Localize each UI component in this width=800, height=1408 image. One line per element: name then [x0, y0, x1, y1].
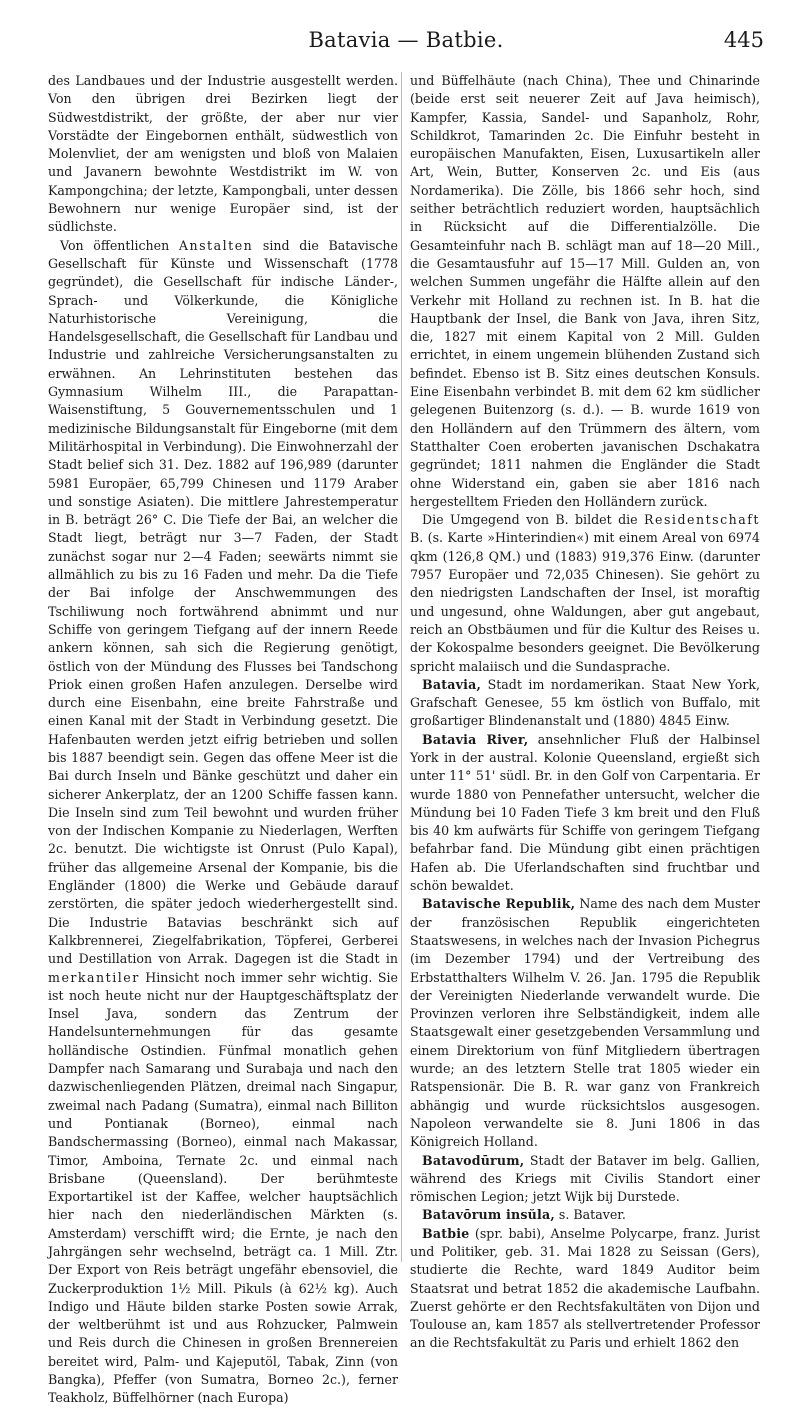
left-column: [48, 72, 399, 1406]
column-divider: [401, 72, 402, 1262]
headword: Batbie: [422, 1225, 470, 1241]
paragraph: des Landbaues und der Industrie ausgestellt werden. Von den übrigen drei Bezirken liegt der Südwestdistrikt, der größte, der aber nur vier Vorstädte der Eingebornen enthält, südwestlich von Molenvliet, der am wenigsten und bloß von Malaien und Javanern bewohnte Westdistrikt im W. von Kampongchina; der letzte, Kampongbali, unter dessen Bewohnern nur wenige Europäer sind, ist der südlichste.: [48, 73, 398, 235]
entry-batavorum-insula: Batavōrum insŭla, s. Bataver.: [422, 1207, 626, 1223]
entry-batavia-ny: Batavia, Stadt im nordamerikan. Staat New York, Grafschaft Genesee, 55 km östlich von Buffalo, mit großartiger Blindenanstalt und (1880) 4845 Einw.: [410, 676, 760, 729]
headword: Batavische Republik,: [422, 896, 576, 912]
right-column: [410, 72, 760, 1351]
entry-batbie: Batbie (spr. babi), Anselme Polycarpe, franz. Jurist und Politiker, geb. 31. Mai 1828 zu Seissan (Gers), studierte die Rechte, ward 1849 Auditor beim Staatsrat und betrat 1852 die akademische Laufbahn. Zuerst gehörte er den Rechtsfakultäten von Dijon und Toulouse an, kam 1857 als stellvertretender Professor an die Rechtsfakultät zu Paris und erhielt 1862 den: [410, 1225, 760, 1351]
entry-batavodurum: Batavodūrum, Stadt der Bataver im belg. Gallien, während des Kriegs mit Civilis Standort einer römischen Legion; jetzt Wijk bij Durstede.: [410, 1152, 760, 1205]
paragraph: Von öffentlichen Anstalten sind die Batavische Gesellschaft für Künste und Wissenschaft (1778 gegründet), die Gesellschaft für indische Länder-, Sprach- und Völkerkunde, die Königliche Naturhistorische Vereinigung, die Handelsgesellschaft, die Gesellschaft für Landbau und Industrie und zahlreiche Versicherungsanstalten zu erwähnen. An Lehrinstituten bestehen das Gymnasium Wilhelm III., die Parapattan-Waisenstiftung, 5 Gouvernementsschulen und 1 medizinische Bildungsanstalt für Eingeborne (mit dem Militärhospital in Verbindung). Die Einwohnerzahl der Stadt belief sich 31. Dez. 1882 auf 196,989 (darunter 5981 Europäer, 65,799 Chinesen und 1179 Araber und sonstige Asiaten). Die mittlere Jahrestemperatur in B. beträgt 26° C. Die Tiefe der Bai, an welcher die Stadt liegt, beträgt nur 3—7 Faden, der Stadt zunächst sogar nur 2—4 Faden; seewärts nimmt sie allmählich zu bis zu 16 Faden und mehr. Da die Tiefe der Bai infolge der Anschwemmungen des Tschiliwung noch fortwährend abnimmt und nur Schiffe von geringem Tiefgang auf der innern Reede ankern können, sah sich die Regierung genötigt, östlich von der Mündung des Flusses bei Tandschong Priok einen großen Hafen anzulegen. Derselbe wird durch eine Eisenbahn, eine breite Fahrstraße und einen Kanal mit der Stadt in Verbindung gesetzt. Die Hafenbauten werden jetzt eifrig betrieben und sollen bis 1887 beendigt sein. Gegen das offene Meer ist die Bai durch Inseln und Bänke geschützt und daher ein sicherer Ankerplatz, der an 1200 Schiffe fassen kann. Die Inseln sind zum Teil bewohnt und wurden früher von der Indischen Kompanie zu Niederlagen, Werften 2c. benutzt. Die wichtigste ist Onrust (Pulo Kapal), früher das allgemeine Arsenal der Kompanie, bis die Engländer (1800) die Werke und Gebäude darauf zerstörten, die später jedoch wiederhergestellt sind. Die Industrie Batavias beschränkt sich auf Kalkbrennerei, Ziegelfabrikation, Töpferei, Gerberei und Destillation von Arrak. Dagegen ist die Stadt in merkantiler Hinsicht noch immer sehr wichtig. Sie ist noch heute nicht nur der Hauptgeschäftsplatz der Insel Java, sondern das Zentrum der Handelsunternehmungen für das gesamte holländische Ostindien. Fünfmal monatlich gehen Dampfer nach Samarang und Surabaja und nach den dazwischenliegenden Plätzen, dreimal nach Singapur, zweimal nach Padang (Sumatra), einmal nach Billiton und Pontianak (Borneo), einmal nach Bandschermassing (Borneo), einmal nach Makassar, Timor, Amboina, Ternate 2c. und einmal nach Brisbane (Queensland). Der berühmteste Exportartikel ist der Kaffee, welcher hauptsächlich hier nach den niederländischen Märkten (s. Amsterdam) verschifft wird; die Ernte, je nach den Jahrgängen sehr wechselnd, beträgt ca. 1 Mill. Ztr. Der Export von Reis beträgt ungefähr ebensoviel, die Zuckerproduktion 1½ Mill. Pikuls (à 62½ kg). Auch Indigo und Häute bilden starke Posten sowie Arrak, der weltberühmt ist und aus Rohzucker, Palmwein und Reis durch die Chinesen in großen Brennereien bereitet wird, Palm- und Kajeputöl, Tabak, Zinn (von Bangka), Pfeffer (von Sumatra, Borneo 2c.), ferner Teakholz, Büffelhörner (nach Europa): [48, 237, 399, 1406]
entry-batavische-republik: Batavische Republik, Name des nach dem Muster der französischen Republik eingerichteten Staatswesens, in welches nach der Invasion Pichegrus (im Dezember 1794) und der Vertreibung des Erbstatthalters Wilhelm V. 26. Jan. 1795 die Republik der Vereinigten Niederlande verwandelt wurde. Die Provinzen verloren ihre Selbständigkeit, indem alle Staatsgewalt einer gesetzgebenden Versammlung und einem Direktorium von fünf Mitgliedern übertragen wurde; an des letztern Stelle trat 1805 wieder ein Ratspensionär. Die B. R. war ganz von Frankreich abhängig und wurde rücksichtslos ausgesogen. Napoleon verwandelte sie 8. Juni 1806 in das Königreich Holland.: [410, 896, 760, 1150]
paragraph: Die Umgegend von B. bildet die Residentschaft B. (s. Karte »Hinterindien«) mit einem Areal von 6974 qkm (126,8 QM.) und (1883) 919,376 Einw. (darunter 7957 Europäer und 72,035 Chinesen). Sie gehört zu den niedrigsten Landschaften der Insel, ist moraftig und ungesund, ohne Waldungen, aber gut angebaut, reich an Obstbäumen und für die Kultur des Reises u. der Kokospalme besonders geeignet. Die Bevölkerung spricht malaiisch und die Sundasprache.: [410, 512, 760, 674]
headword: Batavodūrum,: [422, 1152, 525, 1168]
page-header: [48, 26, 764, 60]
paragraph: und Büffelhäute (nach China), Thee und Chinarinde (beide erst seit neuerer Zeit auf Java heimisch), Kampfer, Kassia, Sandel- und Sapanholz, Rohr, Schildkrot, Tamarinden 2c. Die Einfuhr besteht in europäischen Manufakten, Eisen, Luxusartikeln aller Art, Wein, Butter, Konserven 2c. und Eis (aus Nordamerika). Die Zölle, bis 1866 sehr hoch, sind seither beträchtlich reduziert worden, hauptsächlich in Rücksicht auf die Differentialzölle. Die Gesamteinfuhr nach B. schlägt man auf 18—20 Mill., die Gesamtausfuhr auf 15—17 Mill. Gulden an, von welchen Summen ungefähr die Hälfte allein auf den Verkehr mit Holland zu rechnen ist. In B. hat die Hauptbank der Insel, die Bank von Java, ihren Sitz, die, 1827 mit einem Kapital von 2 Mill. Gulden errichtet, in einem ungemein blühenden Zustand sich befindet. Ebenso ist B. Sitz eines deutschen Konsuls. Eine Eisenbahn verbindet B. mit dem 62 km südlicher gelegenen Buitenzorg (s. d.). — B. wurde 1619 von den Holländern auf den Trümmern des ältern, vom Statthalter Coen eroberten javanischen Dschakatra gegründet; 1811 nahmen die Engländer die Stadt ohne Widerstand ein, gaben sie aber 1816 nach hergestelltem Frieden den Holländern zurück.: [410, 73, 760, 509]
headword: Batavia,: [422, 676, 482, 692]
running-title: Batavia — Batbie.: [308, 28, 504, 52]
headword: Batavia River,: [422, 731, 529, 747]
entry-batavia-river: Batavia River, ansehnlicher Fluß der Halbinsel York in der austral. Kolonie Queensland, ergießt sich unter 11° 51' südl. Br. in den Golf von Carpentaria. Er wurde 1880 von Pennefather untersucht, welcher die Mündung bei 10 Faden Tiefe 3 km breit und den Fluß bis 40 km aufwärts für Schiffe von geringem Tiefgang befahrbar fand. Die Mündung gibt einen prächtigen Hafen ab. Die Uferlandschaften sind fruchtbar und schön bewaldet.: [410, 731, 760, 894]
page-number: 445: [723, 28, 764, 52]
headword: Batavōrum insŭla,: [422, 1207, 555, 1223]
